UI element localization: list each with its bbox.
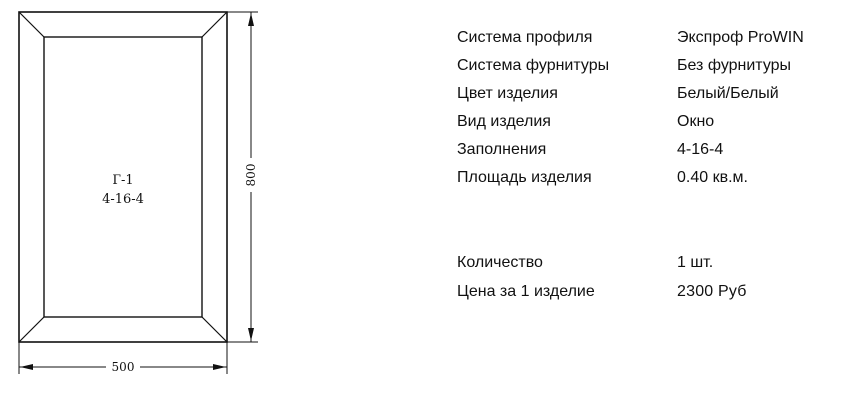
spec-label: Цвет изделия [457,85,558,102]
spec-value: Без фурнитуры [677,57,792,74]
height-arrow-top [248,13,254,26]
miter-top-right [202,12,227,37]
spec-label: Вид изделия [457,113,551,130]
miter-bottom-right [202,317,227,342]
height-dim-label: 800 [244,163,258,187]
width-arrow-right [213,364,226,370]
order-label: Цена за 1 изделие [457,283,595,300]
spec-value: Окно [677,113,715,130]
spec-label: Система фурнитуры [457,57,610,74]
order-value: 1 шт. [677,254,714,271]
item-code-label: Г-1 [112,173,134,188]
spec-value: 0.40 кв.м. [677,169,748,186]
miter-bottom-left [19,317,44,342]
width-arrow-left [20,364,33,370]
spec-label: Система профиля [457,29,593,46]
price-value: 2300 Руб [677,283,747,300]
height-arrow-bottom [248,328,254,341]
spec-value: 4-16-4 [677,141,724,158]
spec-value: Белый/Белый [677,85,779,102]
miter-top-left [19,12,44,37]
spec-label: Площадь изделия [457,169,592,186]
width-dim-label: 500 [111,360,135,374]
spec-value: Экспроф ProWIN [677,29,804,46]
spec-label: Заполнения [457,141,547,158]
glazing-label: 4-16-4 [102,192,144,207]
order-label: Количество [457,254,543,271]
